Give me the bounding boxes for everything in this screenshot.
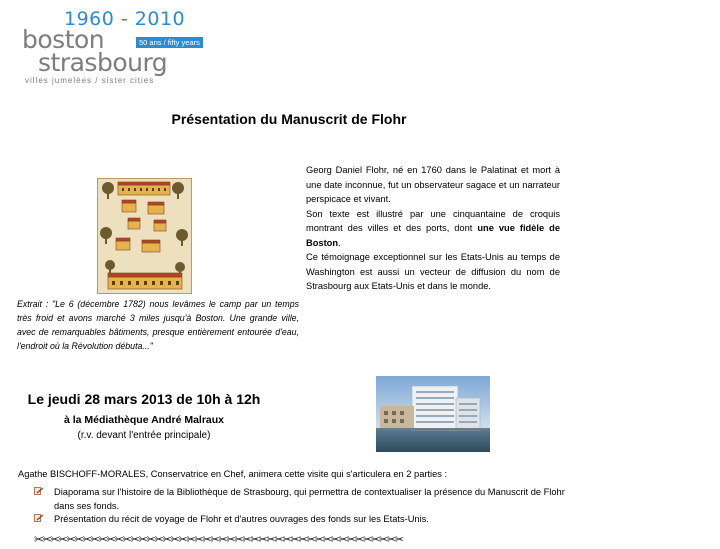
visit-description: Agathe BISCHOFF-MORALES, Conservatrice en Chef, animera cette visite qui s'articulera en 2 parties : <box>18 469 448 479</box>
event-date: Le jeudi 28 mars 2013 de 10h à 12h <box>27 391 261 407</box>
logo-anniversary-badge: 50 ans / fifty years <box>136 37 203 48</box>
mediatheque-building-image <box>376 376 490 452</box>
bullet-2-text: Présentation du récit de voyage de Flohr et d'autres ouvrages des fonds sur les Etats-Unis. <box>54 514 429 524</box>
manuscript-extract: Extrait : "Le 6 (décembre 1782) nous levâmes le camp par un temps très froid et avons marché 3 miles jusqu'à Boston. Une grande ville, avec de remarquables bâtiments, presque entièrement entourée d'eau, l'endroit où la Révolution débuta..." <box>17 299 299 351</box>
bullet-1-line-1: Diaporama sur l'histoire de la Bibliothèque de Strasbourg, qui permettra de contextualiser la présence du Manuscrit de Flohr <box>54 487 565 497</box>
bullet-1-text <box>54 485 565 513</box>
intro-paragraph-2-end: . <box>338 237 341 248</box>
intro-paragraph-2 <box>306 207 560 251</box>
list-item <box>34 512 574 528</box>
twin-cities-logo <box>22 8 200 85</box>
intro-text <box>306 163 560 294</box>
manuscript-illustration <box>97 178 192 294</box>
bullet-1-line-2: dans ses fonds. <box>54 501 120 511</box>
logo-years: 1960 - 2010 <box>64 8 186 30</box>
intro-paragraph-1: Georg Daniel Flohr, né en 1760 dans le Palatinat et mort à une date inconnue, fut un observateur sagace et un narrateur perspicace et vivant. <box>306 165 560 204</box>
bullet-icon <box>34 486 44 495</box>
intro-paragraph-3: Ce témoignage exceptionnel sur les Etats-Unis au temps de Washington est aussi un vecteur de diffusion du nom de Strasbourg aux Etats-Unis et dans le monde. <box>306 252 560 291</box>
event-venue: à la Médiathèque André Malraux <box>63 414 225 426</box>
manuscript-sketch-image <box>98 179 191 293</box>
event-meeting-note: (r.v. devant l'entrée principale) <box>77 430 211 441</box>
logo-tagline: villes jumelées / sister cities <box>25 76 155 85</box>
boston-view-highlight: une vue fidèle de Boston <box>306 223 560 248</box>
logo-city-strasbourg: strasbourg <box>38 48 168 77</box>
bullet-icon <box>34 513 44 522</box>
list-item <box>34 485 574 515</box>
intro-paragraph-2-text: Son texte est illustré par une cinquantaine de croquis montrant des villes et des ports, dont <box>306 208 560 233</box>
mediatheque-photo <box>376 376 490 452</box>
scissors-icon: ✂✂✂✂✂✂✂✂✂✂✂✂✂✂✂✂✂✂✂✂✂✂✂✂✂✂✂✂✂✂✂✂✂✂✂✂✂✂✂✂✂✂✂✂✂✂ <box>34 533 403 546</box>
page-title: Présentation du Manuscrit de Flohr <box>171 111 407 127</box>
logo-city-boston: boston <box>22 25 105 54</box>
